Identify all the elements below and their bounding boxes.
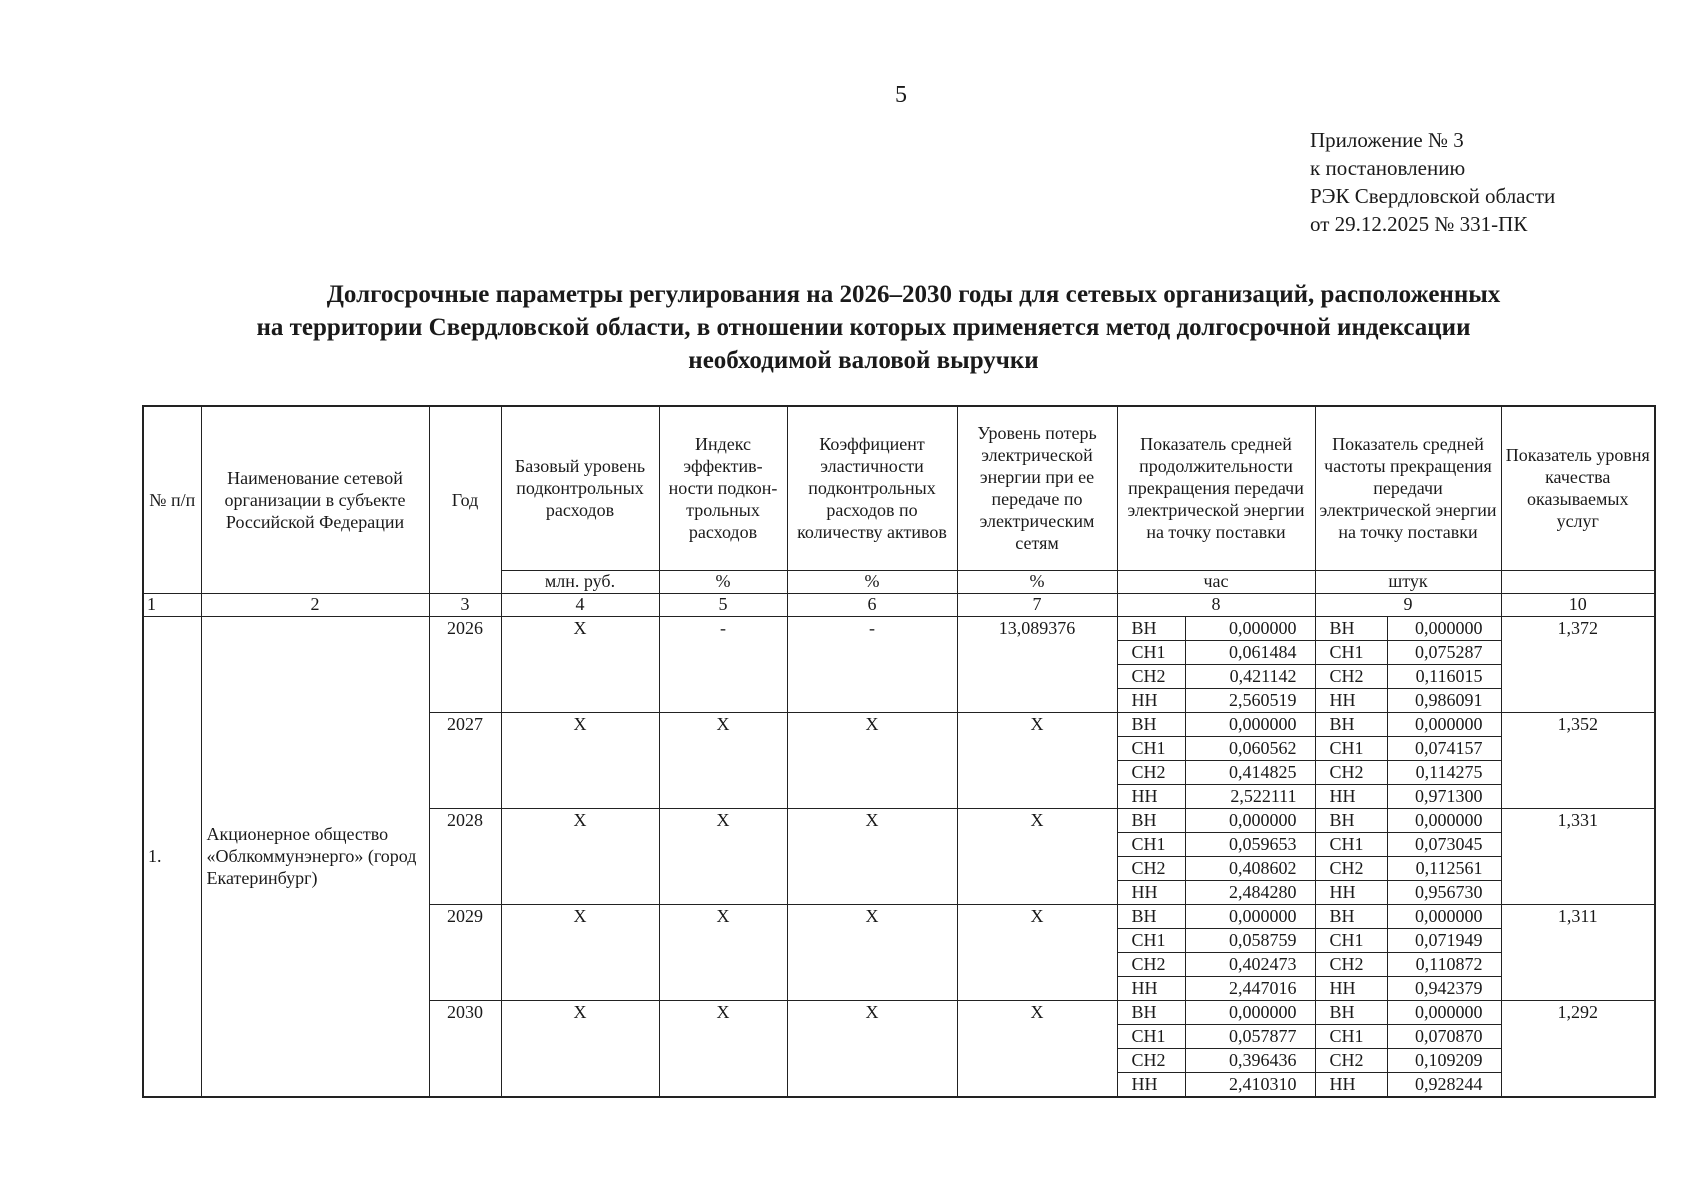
voltage-level-cell: ВН [1117, 808, 1185, 832]
voltage-level-cell: ВН [1117, 1000, 1185, 1024]
duration-value-cell: 0,000000 [1185, 904, 1315, 928]
duration-value-cell: 2,522111 [1185, 784, 1315, 808]
voltage-level-cell: СН1 [1315, 1024, 1387, 1048]
year-cell: 2028 [429, 808, 501, 904]
efficiency-index-cell: Х [659, 808, 787, 904]
duration-value-cell: 2,484280 [1185, 880, 1315, 904]
voltage-level-cell: НН [1315, 688, 1387, 712]
voltage-level-cell: ВН [1117, 616, 1185, 640]
losses-cell: Х [957, 808, 1117, 904]
voltage-level-cell: СН1 [1117, 832, 1185, 856]
column-number: 10 [1501, 593, 1655, 616]
frequency-value-cell: 0,112561 [1387, 856, 1501, 880]
base-costs-cell: Х [501, 808, 659, 904]
voltage-level-cell: ВН [1315, 1000, 1387, 1024]
voltage-level-cell: ВН [1315, 808, 1387, 832]
header-base-costs: Базовый уровень подконтрольных расходов [501, 406, 659, 570]
appendix-line: РЭК Свердловской области [1310, 184, 1556, 208]
unit-elasticity: % [787, 570, 957, 593]
voltage-level-cell: СН1 [1117, 928, 1185, 952]
duration-value-cell: 0,396436 [1185, 1048, 1315, 1072]
unit-base: млн. руб. [501, 570, 659, 593]
elasticity-cell: Х [787, 904, 957, 1000]
duration-value-cell: 0,059653 [1185, 832, 1315, 856]
frequency-value-cell: 0,075287 [1387, 640, 1501, 664]
voltage-level-cell: СН2 [1315, 664, 1387, 688]
voltage-level-cell: НН [1315, 880, 1387, 904]
quality-cell: 1,311 [1501, 904, 1655, 1000]
voltage-level-cell: СН1 [1315, 640, 1387, 664]
duration-value-cell: 0,000000 [1185, 808, 1315, 832]
duration-value-cell: 0,000000 [1185, 1000, 1315, 1024]
voltage-level-cell: ВН [1117, 904, 1185, 928]
duration-value-cell: 0,061484 [1185, 640, 1315, 664]
voltage-level-cell: ВН [1117, 712, 1185, 736]
title-line: необходимой валовой выручки [688, 347, 1039, 374]
frequency-value-cell: 0,073045 [1387, 832, 1501, 856]
duration-value-cell: 0,421142 [1185, 664, 1315, 688]
year-cell: 2026 [429, 616, 501, 712]
frequency-value-cell: 0,971300 [1387, 784, 1501, 808]
frequency-value-cell: 0,928244 [1387, 1072, 1501, 1097]
efficiency-index-cell: Х [659, 904, 787, 1000]
duration-value-cell: 0,408602 [1185, 856, 1315, 880]
losses-cell: Х [957, 904, 1117, 1000]
voltage-level-cell: НН [1117, 976, 1185, 1000]
unit-quality [1501, 570, 1655, 593]
column-number: 5 [659, 593, 787, 616]
column-number: 8 [1117, 593, 1315, 616]
year-cell: 2027 [429, 712, 501, 808]
quality-cell: 1,372 [1501, 616, 1655, 712]
voltage-level-cell: СН1 [1315, 736, 1387, 760]
header-losses: Уровень потерь электрической энергии при ее передаче по электрическим сетям [957, 406, 1117, 570]
voltage-level-cell: НН [1117, 1072, 1185, 1097]
voltage-level-cell: СН2 [1117, 1048, 1185, 1072]
frequency-value-cell: 0,070870 [1387, 1024, 1501, 1048]
efficiency-index-cell: - [659, 616, 787, 712]
unit-losses: % [957, 570, 1117, 593]
base-costs-cell: Х [501, 712, 659, 808]
duration-value-cell: 2,560519 [1185, 688, 1315, 712]
voltage-level-cell: НН [1315, 1072, 1387, 1097]
voltage-level-cell: СН1 [1315, 928, 1387, 952]
frequency-value-cell: 0,942379 [1387, 976, 1501, 1000]
page-number: 5 [895, 82, 907, 108]
frequency-value-cell: 0,000000 [1387, 712, 1501, 736]
row-number-cell: 1. [143, 616, 201, 1097]
voltage-level-cell: СН2 [1315, 760, 1387, 784]
appendix-note [1310, 126, 1555, 238]
voltage-level-cell: СН1 [1117, 1024, 1185, 1048]
header-year: Год [429, 406, 501, 593]
document-title [0, 278, 1697, 377]
frequency-value-cell: 0,000000 [1387, 616, 1501, 640]
losses-cell: Х [957, 712, 1117, 808]
voltage-level-cell: ВН [1315, 616, 1387, 640]
appendix-line: от 29.12.2025 № 331-ПК [1310, 212, 1528, 236]
frequency-value-cell: 0,114275 [1387, 760, 1501, 784]
elasticity-cell: Х [787, 808, 957, 904]
column-number: 2 [201, 593, 429, 616]
duration-value-cell: 0,058759 [1185, 928, 1315, 952]
frequency-value-cell: 0,109209 [1387, 1048, 1501, 1072]
voltage-level-cell: СН2 [1315, 856, 1387, 880]
elasticity-cell: Х [787, 1000, 957, 1097]
frequency-value-cell: 0,071949 [1387, 928, 1501, 952]
frequency-value-cell: 0,956730 [1387, 880, 1501, 904]
header-quality: Показатель уровня качества оказываемых услуг [1501, 406, 1655, 570]
voltage-level-cell: СН2 [1117, 664, 1185, 688]
column-number: 7 [957, 593, 1117, 616]
losses-cell: Х [957, 1000, 1117, 1097]
elasticity-cell: Х [787, 712, 957, 808]
voltage-level-cell: СН1 [1117, 736, 1185, 760]
frequency-value-cell: 0,000000 [1387, 1000, 1501, 1024]
quality-cell: 1,352 [1501, 712, 1655, 808]
duration-value-cell: 0,402473 [1185, 952, 1315, 976]
frequency-value-cell: 0,074157 [1387, 736, 1501, 760]
base-costs-cell: Х [501, 904, 659, 1000]
quality-cell: 1,331 [1501, 808, 1655, 904]
voltage-level-cell: НН [1315, 784, 1387, 808]
header-organization: Наименование сетевой организации в субъекте Российской Федерации [201, 406, 429, 593]
voltage-level-cell: НН [1117, 880, 1185, 904]
voltage-level-cell: ВН [1315, 712, 1387, 736]
column-number: 6 [787, 593, 957, 616]
frequency-value-cell: 0,110872 [1387, 952, 1501, 976]
voltage-level-cell: СН2 [1117, 952, 1185, 976]
duration-value-cell: 0,000000 [1185, 616, 1315, 640]
duration-value-cell: 0,060562 [1185, 736, 1315, 760]
column-number: 4 [501, 593, 659, 616]
duration-value-cell: 2,410310 [1185, 1072, 1315, 1097]
year-cell: 2030 [429, 1000, 501, 1097]
losses-cell: 13,089376 [957, 616, 1117, 712]
frequency-value-cell: 0,000000 [1387, 904, 1501, 928]
year-cell: 2029 [429, 904, 501, 1000]
parameters-table [142, 405, 1656, 1098]
duration-value-cell: 2,447016 [1185, 976, 1315, 1000]
header-frequency: Показатель средней частоты прекращения передачи электрической энергии на точку поставки [1315, 406, 1501, 570]
voltage-level-cell: СН2 [1315, 1048, 1387, 1072]
column-number: 1 [143, 593, 201, 616]
duration-value-cell: 0,057877 [1185, 1024, 1315, 1048]
voltage-level-cell: СН1 [1117, 640, 1185, 664]
voltage-level-cell: СН2 [1315, 952, 1387, 976]
efficiency-index-cell: Х [659, 1000, 787, 1097]
frequency-value-cell: 0,000000 [1387, 808, 1501, 832]
header-efficiency-index: Индекс эффектив-ности подкон-трольных расходов [659, 406, 787, 570]
voltage-level-cell: НН [1117, 784, 1185, 808]
voltage-level-cell: СН2 [1117, 760, 1185, 784]
header-number: № п/п [143, 406, 201, 593]
voltage-level-cell: СН2 [1117, 856, 1185, 880]
voltage-level-cell: ВН [1315, 904, 1387, 928]
unit-duration: час [1117, 570, 1315, 593]
header-elasticity: Коэффициент эластичности подконтрольных расходов по количеству активов [787, 406, 957, 570]
base-costs-cell: Х [501, 616, 659, 712]
appendix-line: к постановлению [1310, 156, 1466, 180]
voltage-level-cell: НН [1117, 688, 1185, 712]
table-row [143, 616, 1655, 640]
voltage-level-cell: СН1 [1315, 832, 1387, 856]
organization-name-cell: Акционерное общество «Облкоммунэнерго» (город Екатеринбург) [201, 616, 429, 1097]
unit-efficiency: % [659, 570, 787, 593]
duration-value-cell: 0,414825 [1185, 760, 1315, 784]
efficiency-index-cell: Х [659, 712, 787, 808]
title-line: на территории Свердловской области, в отношении которых применяется метод долгосрочной индексации [256, 314, 1471, 341]
title-line: Долгосрочные параметры регулирования на 2026–2030 годы для сетевых организаций, расположенных [326, 281, 1501, 308]
appendix-line: Приложение № 3 [1310, 128, 1464, 152]
column-number: 3 [429, 593, 501, 616]
column-number: 9 [1315, 593, 1501, 616]
voltage-level-cell: НН [1315, 976, 1387, 1000]
unit-frequency: штук [1315, 570, 1501, 593]
quality-cell: 1,292 [1501, 1000, 1655, 1097]
base-costs-cell: Х [501, 1000, 659, 1097]
frequency-value-cell: 0,116015 [1387, 664, 1501, 688]
duration-value-cell: 0,000000 [1185, 712, 1315, 736]
header-duration: Показатель средней продолжительности прекращения передачи электрической энергии на точку поставки [1117, 406, 1315, 570]
frequency-value-cell: 0,986091 [1387, 688, 1501, 712]
elasticity-cell: - [787, 616, 957, 712]
